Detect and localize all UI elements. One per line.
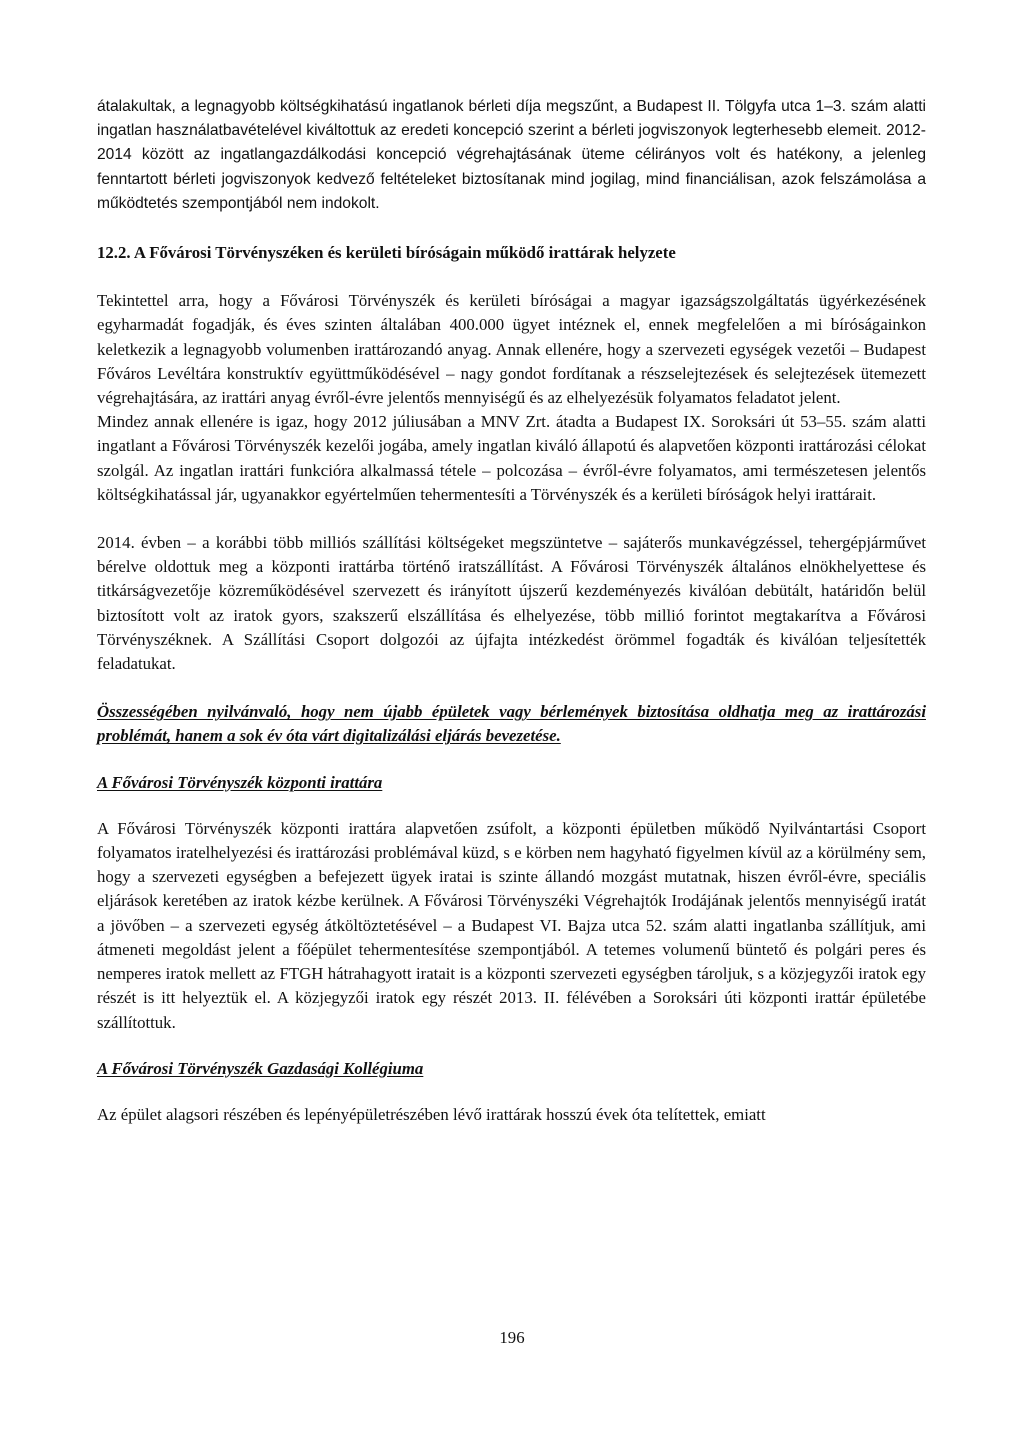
paragraph-transport-2014: 2014. évben – a korábbi több milliós szállítási költségeket megszüntetve – sajáterős munkavégzéssel, tehergépjárművet bérelve oldottuk meg a központi irattárba történő iratszállítást. A Fővárosi Törvényszék általános elnökhelyettese és titkárságvezetője közreműködésével szervezett és irányított újszerű kezdeményezés kiválóan debütált, határidőn belül biztosított volt az iratok gyors, szakszerű elszállítása és elhelyezése, több millió forintot megtakarítva a Fővárosi Törvényszéknek. A Szállítási Csoport dolgozói az újfajta intézkedést örömmel fogadták és kiválóan teljesítették feladatukat. [97,533,926,674]
document-page [97,95,926,1127]
paragraph-digitalisation-conclusion: Összességében nyilvánvaló, hogy nem újabb épületek vagy bérlemények biztosítása oldhatja meg az irattározási problémát, hanem a sok év óta várt digitalizálási eljárás bevezetése. [97,702,926,746]
section-heading-12-2: 12.2. A Fővárosi Törvényszéken és kerületi bíróságain működő irattárak helyzete [97,243,676,263]
paragraph-archive-volume: Tekintettel arra, hogy a Fővárosi Törvényszék és kerületi bíróságai a magyar igazságszolgáltatás ügyérkezésének egyharmadát fogadják, és éves szinten általában 400.000 ügyet intéznek el, ennek megfelelően a mi bíróságainkon keletkezik a legnagyobb volumenben irattározandó anyag. Annak ellenére, hogy a szervezeti egységek vezetői – Budapest Főváros Levéltára konstruktív együttműködésével – nagy gondot fordítanak a részselejtezések és selejtezések ütemezett végrehajtására, az irattári anyag évről-évre jelentős mennyiségű és az elhelyezésük folyamatos feladatot jelent. [97,291,926,408]
paragraph-soroksari-building: Mindez annak ellenére is igaz, hogy 2012 júliusában a MNV Zrt. átadta a Budapest IX. Soroksári út 53–55. szám alatti ingatlant a Fővárosi Törvényszék kezelői jogába, amely ingatlan kiváló állapotú és alapvetően központi irattározási célokat szolgál. Az ingatlan irattári funkcióra alkalmassá tétele – polcozása – évről-évre folyamatos, ami természetesen jelentős költségkihatással jár, ugyanakkor egyértelműen tehermentesíti a Törvényszék és a kerületi bíróságok helyi irattárait. [97,412,926,504]
paragraph-economic-college: Az épület alagsori részében és lepényépületrészében lévő irattárak hosszú évek óta telítettek, emiatt [97,1104,766,1124]
paragraph-property-leases: átalakultak, a legnagyobb költségkihatású ingatlanok bérleti díja megszűnt, a Budapest II. Tölgyfa utca 1–3. szám alatti ingatlan használatbavételével kiváltottuk az eredeti koncepció szerint a bérleti jogviszonyok legterhesebb elemeit. 2012-2014 között az ingatlangazdálkodási koncepció végrehajtásának üteme célirányos volt és hatékony, a jelenleg fenntartott bérleti jogviszonyok kedvező feltételeket biztosítanak mind jogilag, mind financiálisan, azok felszámolása a működtetés szempontjából nem indokolt. [97,98,926,212]
subheading-central-archive: A Fővárosi Törvényszék központi irattára [97,772,383,792]
page-number: 196 [499,1328,525,1347]
paragraph-central-archive: A Fővárosi Törvényszék központi irattára alapvetően zsúfolt, a központi épületben működő Nyilvántartási Csoport folyamatos iratelhelyezési és irattározási problémával küzd, s e körben nem hagyható figyelmen kívül az a körülmény sem, hogy a szervezeti egységben a befejezett ügyek iratai is szinte állandó mozgást mutatnak, hiszen évről-évre, speciális eljárások keretében az iratok kézbe kerülnek. A Fővárosi Törvényszéki Végrehajtók Irodájának jelentős mennyiségű iratát a jövőben – a szervezeti egység átköltöztetésével – a Budapest VI. Bajza utca 52. szám alatti ingatlanba szállítjuk, ami átmeneti megoldást jelent a főépület tehermentesítése szempontjából. A tetemes volumenű büntető és polgári peres és nemperes iratok mellett az FTGH hátrahagyott iratait is a központi szervezeti egységben tároljuk, s a közjegyzői iratok egy részét is itt helyeztük el. A közjegyzői iratok egy részét 2013. II. félévében a Soroksári úti központi irattár épületébe szállítottuk. [97,818,926,1032]
subheading-economic-college: A Fővárosi Törvényszék Gazdasági Kollégiuma [97,1058,424,1078]
